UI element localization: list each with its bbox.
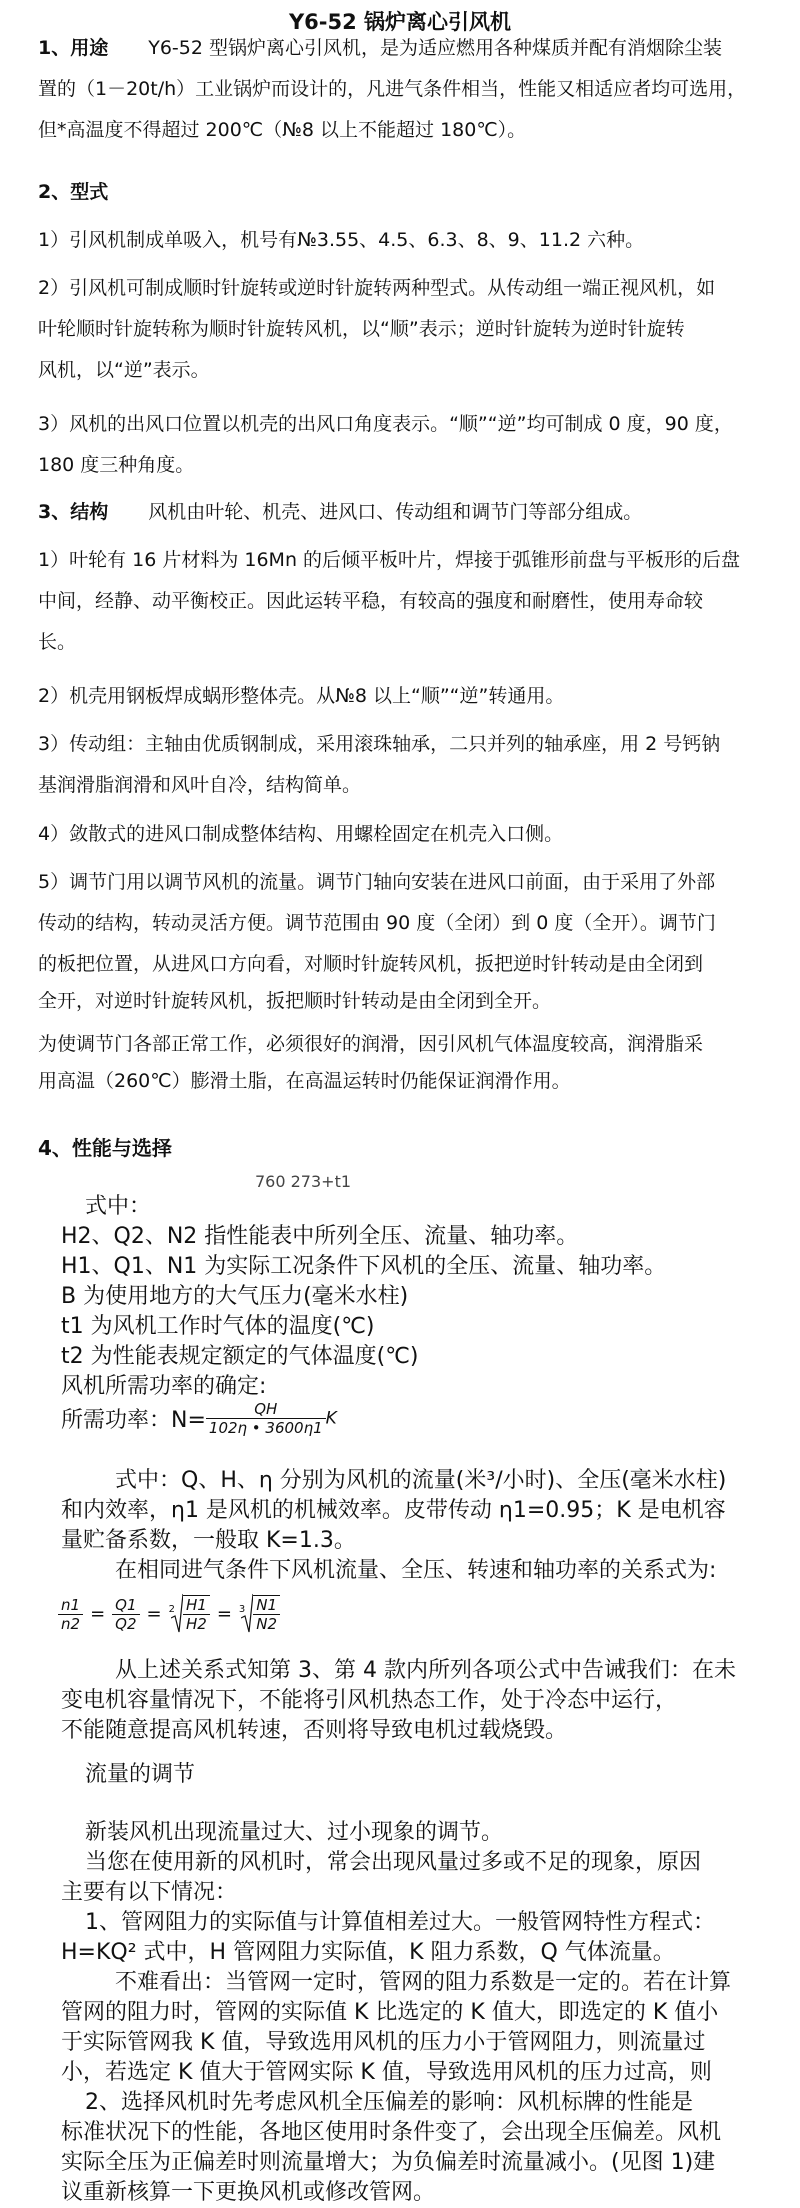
structure-paragraph-3: 3）传动组：主轴由优质钢制成，采用滚珠轴承，二只并列的轴承座，用 2 号钙钠 基润滑脂润滑和风叶自冷，结构简单。 xyxy=(38,733,721,796)
usage-line-1: 1、用途 Y6-52 型锅炉离心引风机，是为适应燃用各种煤质并配有消烟除尘装 xyxy=(38,37,723,59)
structure-intro: 风机由叶轮、机壳、进风口、传动组和调节门等部分组成。 xyxy=(148,501,643,523)
section-structure xyxy=(38,492,773,533)
type-paragraph-3: 3）风机的出风口位置以机壳的出风口角度表示。“顺”“逆”均可制成 0 度，90 度， 180 度三种角度。 xyxy=(38,413,733,476)
efficiency-notes: 式中：Q、H、η 分别为风机的流量(米³/小时)、全压(毫米水柱) 和内效率，η1 是风机的机械效率。皮带传动 η1=0.95；K 是电机容 量贮备系数，一般取 K=1.3。 在相同进气条件下风机流量、全压、转速和轴功率的关系式为: xyxy=(61,1468,727,1583)
line-t1-def: t1 为风机工作时气体的温度(℃) xyxy=(61,1314,375,1339)
line-h2-def: H2、Q2、N2 指性能表中所列全压、流量、轴功率。 xyxy=(61,1224,579,1249)
structure-paragraph-6: 为使调节门各部正常工作，必须很好的润滑，因引风机气体温度较高，润滑脂采 用高温（260℃）膨滑土脂，在高温运转时仍能保证润滑作用。 xyxy=(38,1033,704,1092)
cropped-formula-fragment: 760 273+t1 xyxy=(255,1172,352,1191)
sqrt-symbol xyxy=(171,1592,183,1636)
caution-notes: 从上述关系式知第 3、第 4 款内所列各项公式中告诫我们：在未 变电机容量情况下，不能将引风机热态工作，处于冷态中运行， 不能随意提高风机转速，否则将导致电机过载烧毁。 xyxy=(61,1658,736,1743)
section-heading-performance: 4、性能与选择 xyxy=(38,1136,172,1160)
structure-paragraph-4: 4）敛散式的进风口制成整体结构、用螺栓固定在机壳入口侧。 xyxy=(38,823,564,845)
power-formula: 所需功率：N= $\frac{QH}{102\eta • 3600\eta 1}$ K xyxy=(61,1400,337,1437)
structure-paragraph-1: 1）叶轮有 16 片材料为 16Mn 的后倾平板叶片，焊接于弧锥形前盘与平板形的后盘 中间，经静、动平衡校正。因此运转平稳，有较高的强度和耐磨性，使用寿命较 长。 xyxy=(38,549,741,653)
usage-line-3: 但*高温度不得超过 200℃（№8 以上不能超过 180℃）。 xyxy=(38,119,527,141)
section-usage xyxy=(38,28,773,151)
section-heading-structure: 3、结构 xyxy=(38,501,109,523)
section-type xyxy=(38,172,773,213)
type-paragraph-2: 2）引风机可制成顺时针旋转或逆时针旋转两种型式。从传动组一端正视风机，如 叶轮顺时针旋转称为顺时针旋转风机，以“顺”表示；逆时针旋转为逆时针旋转 风机，以“逆”表示。 xyxy=(38,277,716,381)
line-t2-def: t2 为性能表规定额定的气体温度(℃) xyxy=(61,1344,419,1369)
flow-adjust-body: 新装风机出现流量过大、过小现象的调节。 当您在使用新的风机时，常会出现风量过多或不足的现象，原因 主要有以下情况： 1、管网阻力的实际值与计算值相差过大。一般管网特性方程式： H=KQ² 式中，H 管网阻力实际值，K 阻力系数，Q 气体流量。 不难看出：当管网一定时，管网的阻力系数是一定的。若在计算 管网的阻力时，管网的实际值 K 比选定的 K 值大，即选定的 K 值小 于实际管网我 K 值，导致选用风机的压力小于管网阻力，则流量过 小，若选定 K 值大于管网实际 K 值，导致选用风机的压力过高，则 2、选择风机时先考虑风机全压偏差的影响：风机标牌的性能是 标准状况下的性能，各地区使用时条件变了，会出现全压偏差。风机 实际全压为正偏差时则流量增大；为负偏差时流量减小。(见图 1)建 议重新核算一下更换风机或修改管网。 xyxy=(61,1820,732,2205)
line-h1-def: H1、Q1、N1 为实际工况条件下风机的全压、流量、轴功率。 xyxy=(61,1254,667,1279)
type-paragraph-1: 1）引风机制成单吸入，机号有№3.55、4.5、6.3、8、9、11.2 六种。 xyxy=(38,229,645,251)
section-heading-usage: 1、用途 xyxy=(38,37,109,59)
line-shizhong: 式中： xyxy=(85,1194,152,1219)
performance-definitions xyxy=(61,1192,785,1402)
line-b-def: B 为使用地方的大气压力(毫米水柱) xyxy=(61,1284,409,1309)
structure-paragraph-5: 5）调节门用以调节风机的流量。调节门轴向安装在进风口前面，由于采用了外部 传动的结构，转动灵活方便。调节范围由 90 度（全闭）到 0 度（全开）。调节门 的板把位置，从进风口方向看，对顺时针旋转风机，扳把逆时针转动是由全闭到 全开，对逆时针旋转风机，扳把顺时针转动是由全闭到全开。 xyxy=(38,871,716,1012)
power-fraction: $\frac{QH}{102\eta • 3600\eta 1}$ xyxy=(206,1400,326,1437)
section-heading-type: 2、型式 xyxy=(38,181,109,203)
usage-line-2: 置的（1－20t/h）工业锅炉而设计的，凡进气条件相当，性能又相适应者均可选用， xyxy=(38,78,747,100)
similarity-formula: $\frac{n1}{n2}$ = $\frac{Q1}{Q2}$ = $^2$ $\frac{H1}{H2}$ = $^3$ $\frac{N1}{N2}$ xyxy=(58,1592,280,1636)
line-power-head: 风机所需功率的确定: xyxy=(61,1374,267,1399)
flow-adjust-heading: 流量的调节 xyxy=(85,1762,196,1787)
cube-root-symbol xyxy=(241,1592,253,1636)
page-title: Y6-52 锅炉离心引风机 xyxy=(288,10,512,34)
structure-paragraph-2: 2）机壳用钢板焊成蜗形整体壳。从№8 以上“顺”“逆”转通用。 xyxy=(38,685,565,707)
